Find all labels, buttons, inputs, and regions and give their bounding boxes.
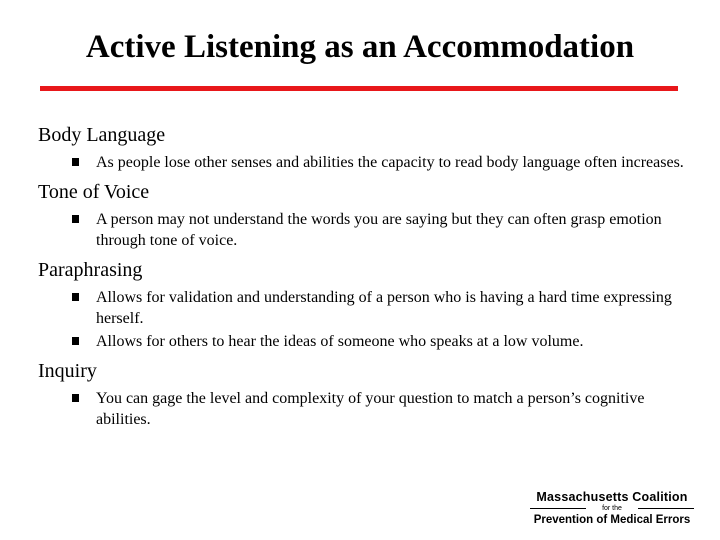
bullet-item xyxy=(38,152,688,173)
slide-title: Active Listening as an Accommodation xyxy=(85,29,635,65)
bullet-text: You can gage the level and complexity of your question to match a person’s cognitive abilities. xyxy=(96,390,645,428)
slide-content xyxy=(38,122,688,432)
bullet-text: A person may not understand the words you are saying but they can often grasp emotion through tone of voice. xyxy=(96,211,662,249)
coalition-logo xyxy=(526,490,698,527)
bullet-item xyxy=(38,209,688,251)
title-underline xyxy=(40,86,678,91)
logo-line-3: Prevention of Medical Errors xyxy=(533,514,691,526)
square-bullet-icon xyxy=(72,394,79,402)
section-paraphrasing xyxy=(38,257,688,352)
section-heading: Inquiry xyxy=(38,360,97,382)
logo-line-2-text: for the xyxy=(602,505,622,512)
section-heading: Paraphrasing xyxy=(38,259,143,281)
section-heading: Body Language xyxy=(38,124,166,146)
section-tone-of-voice xyxy=(38,179,688,251)
bullet-text: Allows for others to hear the ideas of someone who speaks at a low volume. xyxy=(96,333,584,350)
section-heading: Tone of Voice xyxy=(38,181,150,203)
logo-line-2 xyxy=(526,504,698,513)
section-body-language xyxy=(38,122,688,173)
bullet-text: As people lose other senses and abilities the capacity to read body language often increases. xyxy=(96,154,684,171)
square-bullet-icon xyxy=(72,215,79,223)
square-bullet-icon xyxy=(72,158,79,166)
logo-divider-left xyxy=(530,508,586,509)
bullet-text: Allows for validation and understanding of a person who is having a hard time expressing herself. xyxy=(96,289,672,327)
bullet-item xyxy=(38,331,688,352)
logo-line-1: Massachusetts Coalition xyxy=(536,490,688,504)
section-inquiry xyxy=(38,358,688,430)
square-bullet-icon xyxy=(72,293,79,301)
bullet-item xyxy=(38,388,688,430)
square-bullet-icon xyxy=(72,337,79,345)
bullet-item xyxy=(38,287,688,329)
logo-divider-right xyxy=(638,508,694,509)
